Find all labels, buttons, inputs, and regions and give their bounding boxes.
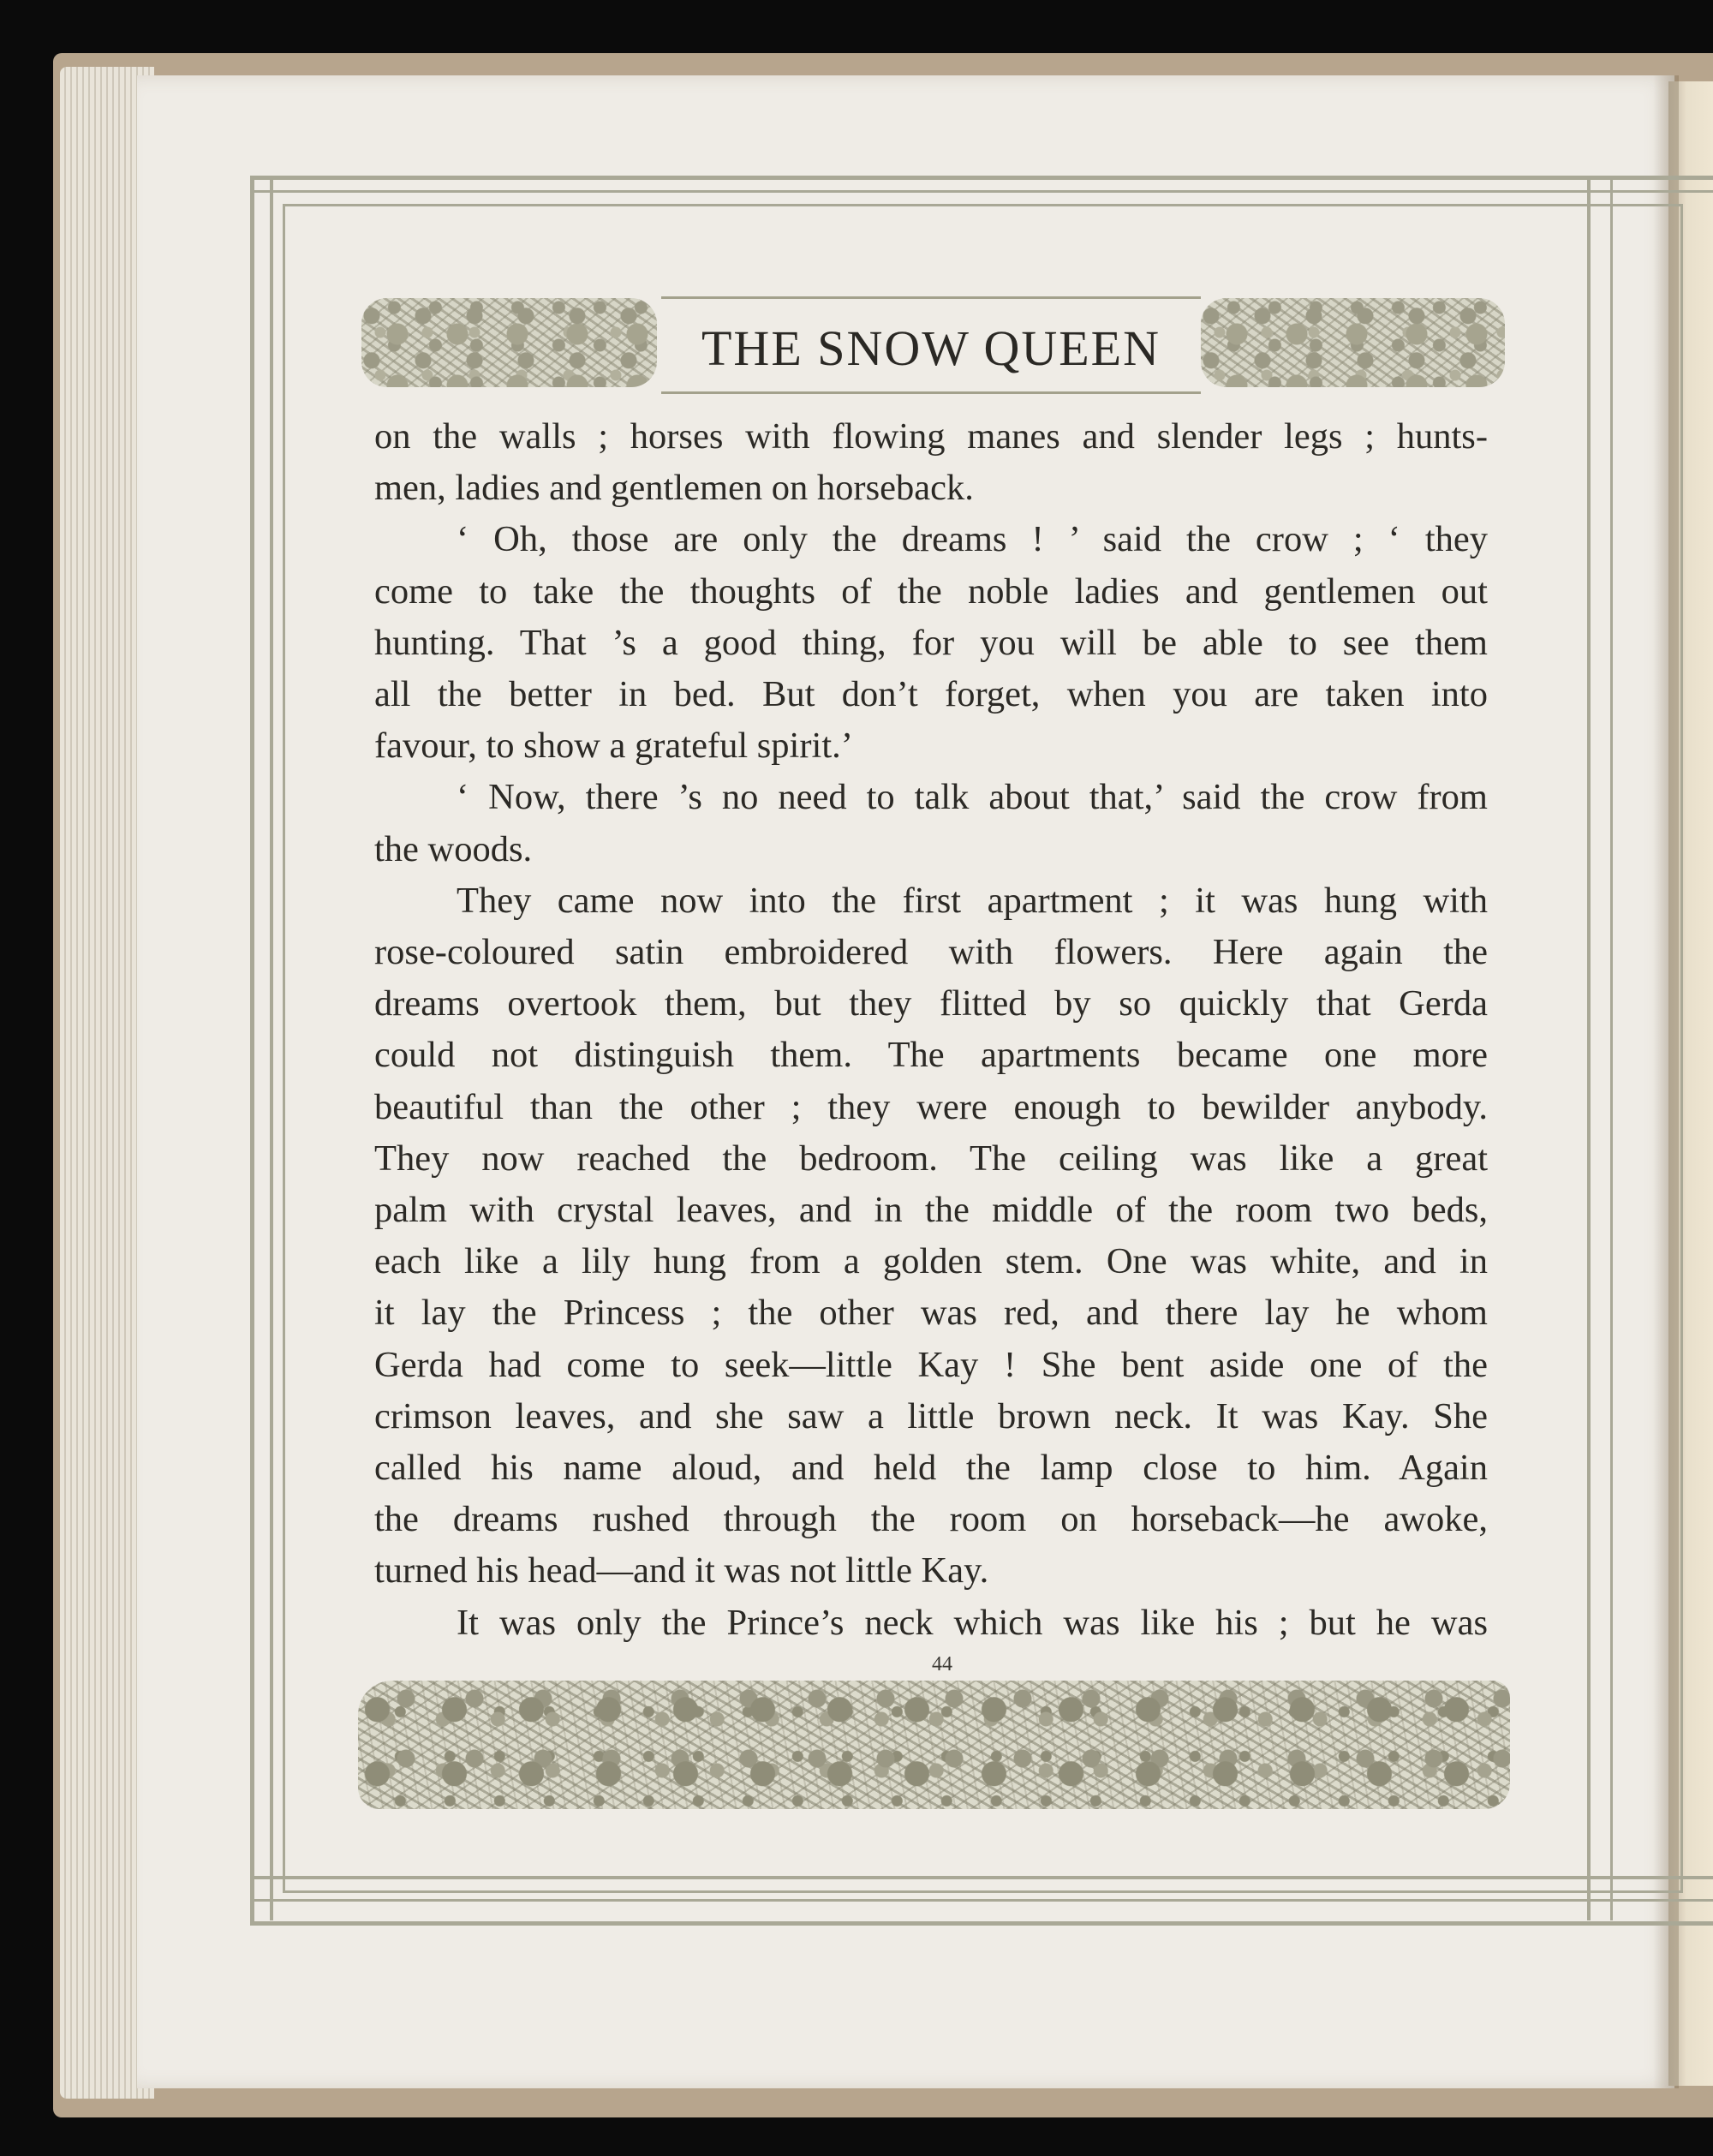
border-line-bottom-b (250, 1899, 1713, 1902)
page-number: 44 (932, 1653, 952, 1675)
text-line: turned his head—and it was not little Kay. (374, 1550, 989, 1592)
text-line: They now reached the bedroom. The ceiling was like a great (374, 1138, 1488, 1179)
text-line: the woods. (374, 828, 533, 869)
floral-ornament-bottom (358, 1681, 1510, 1809)
text-line: favour, to show a grateful spirit.’ (374, 726, 853, 767)
text-line: ‘ Oh, those are only the dreams ! ’ said the crow ; ‘ they (457, 519, 1488, 560)
text-line: palm with crystal leaves, and in the middle of the room two beds, (374, 1190, 1488, 1231)
text-line: They came now into the first apartment ; it was hung with (457, 880, 1488, 921)
text-line: called his name aloud, and held the lamp close to him. Again (374, 1448, 1488, 1489)
text-line: men, ladies and gentlemen on horseback. (374, 468, 974, 509)
border-line-right-b (1610, 176, 1613, 1920)
text-line: ‘ Now, there ’s no need to talk about that,’ said the crow from (457, 777, 1488, 818)
text-line: dreams overtook them, but they flitted by so quickly that Gerda (374, 983, 1488, 1024)
text-line: the dreams rushed through the room on horseback—he awoke, (374, 1499, 1488, 1540)
border-line-bottom-a (250, 1876, 1713, 1879)
title-banner (361, 291, 1505, 394)
text-line: it lay the Princess ; the other was red, and there lay he whom (374, 1293, 1488, 1334)
border-line-top (250, 190, 1713, 193)
border-line-left (270, 176, 273, 1920)
text-line: all the better in bed. But don’t forget, when you are taken into (374, 674, 1488, 715)
page-title: THE SNOW QUEEN (701, 320, 1161, 376)
floral-ornament-left (361, 298, 657, 387)
text-line: It was only the Prince’s neck which was like his ; but he was (457, 1602, 1488, 1643)
running-head (661, 296, 1201, 394)
text-line: come to take the thoughts of the noble ladies and gentlemen out (374, 570, 1488, 612)
text-line: Gerda had come to seek—little Kay ! She bent aside one of the (374, 1344, 1488, 1385)
text-line: each like a lily hung from a golden stem. One was white, and in (374, 1241, 1488, 1282)
text-line: crimson leaves, and she saw a little brown neck. It was Kay. She (374, 1395, 1488, 1436)
text-line: could not distinguish them. The apartments became one more (374, 1035, 1488, 1076)
text-line: rose-coloured satin embroidered with flowers. Here again the (374, 932, 1488, 973)
text-line: hunting. That ’s a good thing, for you will be able to see them (374, 622, 1488, 663)
body-text (374, 411, 1488, 1649)
text-line: on the walls ; horses with flowing manes and slender legs ; hunts- (374, 416, 1488, 457)
border-line-right-a (1587, 176, 1591, 1920)
text-line: beautiful than the other ; they were enough to bewilder anybody. (374, 1086, 1488, 1127)
floral-ornament-right (1201, 298, 1505, 387)
